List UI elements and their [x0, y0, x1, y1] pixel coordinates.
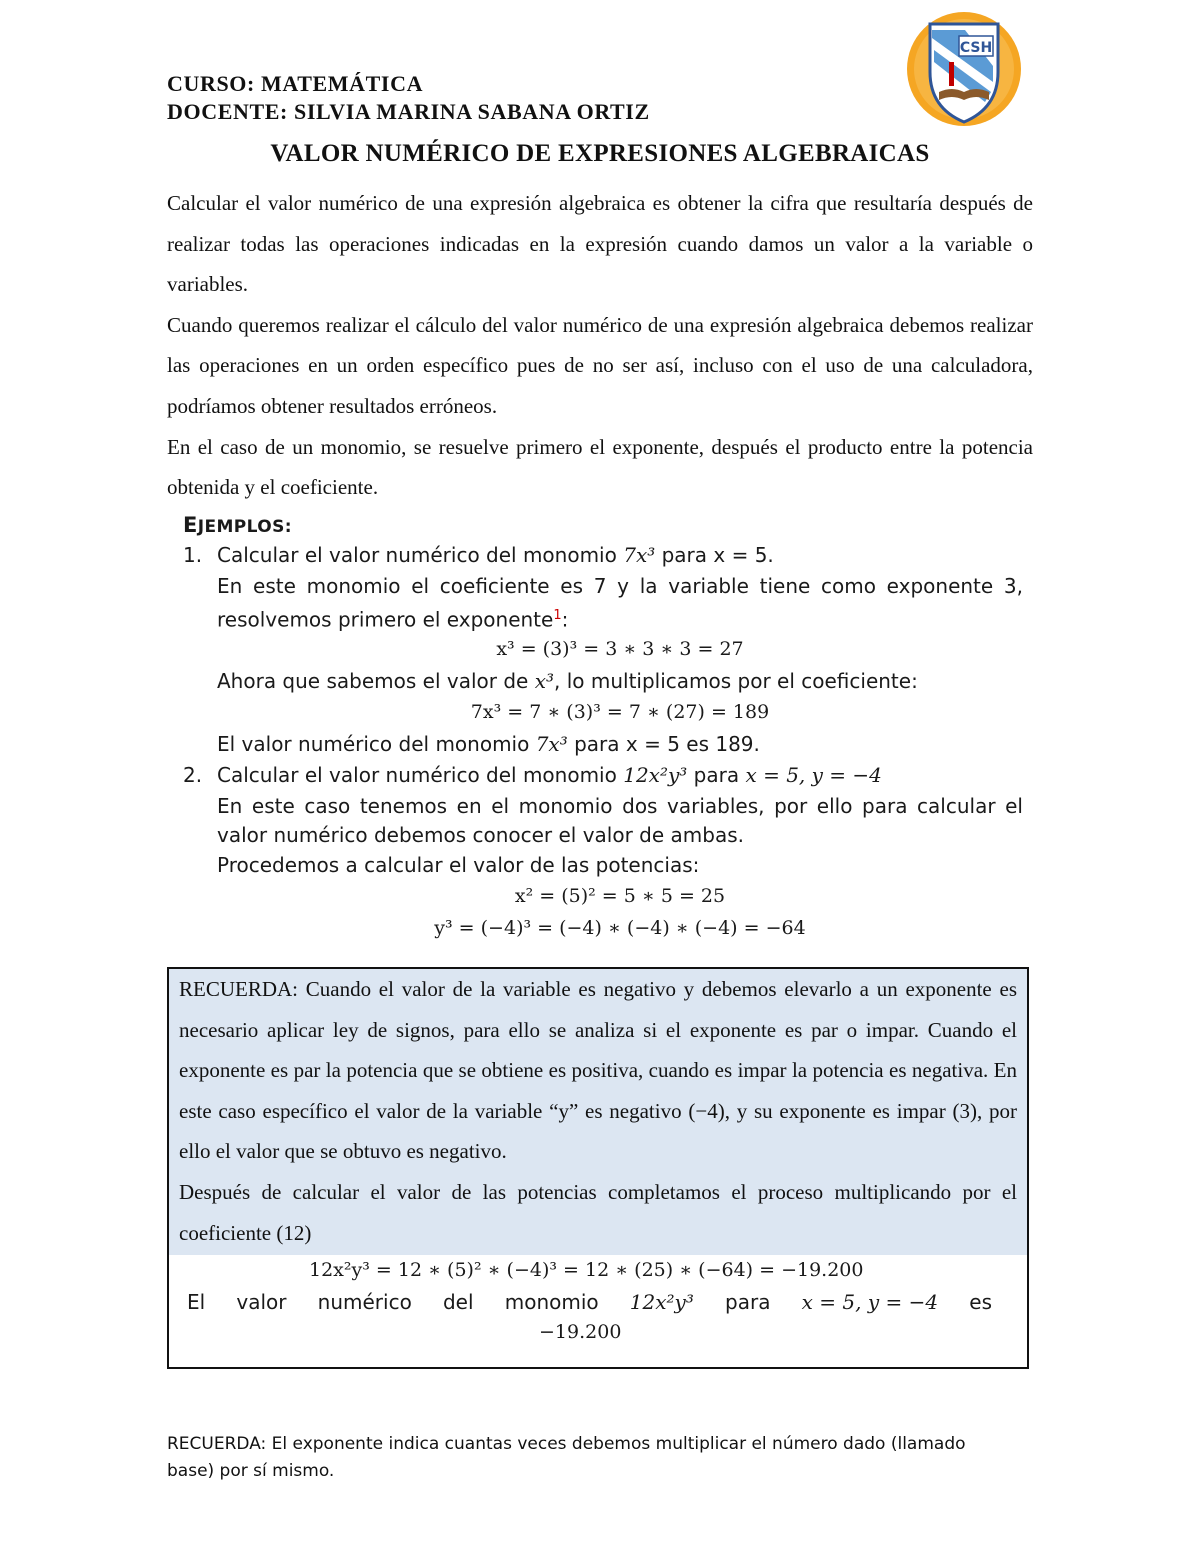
box-paragraph: RECUERDA: Cuando el valor de la variable es negativo y debemos elevarlo a un exponente es necesario aplicar ley de signos, para ello se analiza si el exponente es par o impar. Cuando el exponente es par la potencia que se obtiene es positiva, cuando es impar la potencia es negativa. En este caso específico el valor de la variable “y” es negativo (−4), y su exponente es impar (3), por ello el valor que se obtuvo es negativo.	[179, 977, 1017, 1164]
final-equation: 12x²y³ = 12 ∗ (5)² ∗ (−4)³ = 12 ∗ (25) ∗ (−64) = −19.200	[309, 1259, 864, 1281]
page-title: VALOR NUMÉRICO DE EXPRESIONES ALGEBRAICAS	[270, 140, 930, 167]
box-paragraph: Después de calcular el valor de las potencias completamos el proceso multiplicando por el coeficiente (12)	[179, 1179, 1017, 1245]
intro-paragraph: Cuando queremos realizar el cálculo del valor numérico de una expresión algebraica debemos realizar las operaciones en un orden específico pues de no ser así, incluso con el uso de una calculadora, podríamos obtener resultados erróneos.	[167, 312, 1033, 418]
document-header	[167, 70, 650, 126]
equation: x² = (5)² = 5 ∗ 5 = 25	[514, 885, 726, 908]
example-2-explanation: En este caso tenemos en el monomio dos variables, por ello para calcular el valor numérico debemos conocer el valor de ambas.	[217, 793, 1023, 847]
final-equation-block	[179, 1255, 1027, 1355]
school-logo-icon	[905, 10, 1023, 128]
equation: y³ = (−4)³ = (−4) ∗ (−4) ∗ (−4) = −64	[434, 916, 806, 939]
example-1-explanation: En este monomio el coeficiente es 7 y la variable tiene como exponente 3, resolvemos primero el exponente$^1$:	[217, 573, 1023, 632]
example-number: 1.	[183, 543, 203, 567]
footnote: RECUERDA: El exponente indica cuantas veces debemos multiplicar el número dado (llamado base) por sí mismo.	[167, 1434, 966, 1481]
recuerda-box-text	[169, 969, 1027, 1255]
example-1-next-step: Ahora que sabemos el valor de x³, lo multiplicamos por el coeficiente:	[217, 668, 918, 693]
intro-paragraph: Calcular el valor numérico de una expresión algebraica es obtener la cifra que resultaría después de realizar todas las operaciones indicadas en la expresión cuando damos un valor a la variable o variables.	[167, 191, 1033, 297]
final-value: −19.200	[539, 1321, 622, 1343]
example-2-statement: 2. Calcular el valor numérico del monomio 12x²y³ para x = 5, y = −4	[183, 760, 1023, 792]
logo-text: CSH	[959, 40, 993, 56]
final-statement: El valor numérico del monomio 12x²y³ para x = 5, y = −4 es	[187, 1290, 992, 1314]
monomial: 7x³	[623, 543, 656, 567]
footnote-mark: 1	[553, 607, 562, 623]
example-2-proceed: Procedemos a calcular el valor de las potencias:	[217, 852, 700, 877]
examples-section	[183, 510, 1023, 944]
recuerda-box	[167, 967, 1029, 1369]
teacher-line: DOCENTE: SILVIA MARINA SABANA ORTIZ	[167, 99, 650, 124]
intro-section	[167, 183, 1033, 508]
example-1-statement: 1. Calcular el valor numérico del monomio 7x³ para x = 5.	[183, 540, 1023, 572]
equation: x³ = (3)³ = 3 ∗ 3 ∗ 3 = 27	[496, 638, 744, 661]
equation: 7x³ = 7 ∗ (3)³ = 7 ∗ (27) = 189	[470, 701, 770, 724]
example-number: 2.	[183, 763, 203, 788]
monomial: 12x²y³	[623, 763, 688, 788]
course-line: CURSO: MATEMÁTICA	[167, 71, 424, 96]
intro-paragraph: En el caso de un monomio, se resuelve primero el exponente, después el producto entre la potencia obtenida y el coeficiente.	[167, 434, 1033, 500]
example-1-result: El valor numérico del monomio 7x³ para x = 5 es 189.	[217, 731, 760, 756]
examples-heading: EJEMPLOS:	[183, 513, 292, 537]
